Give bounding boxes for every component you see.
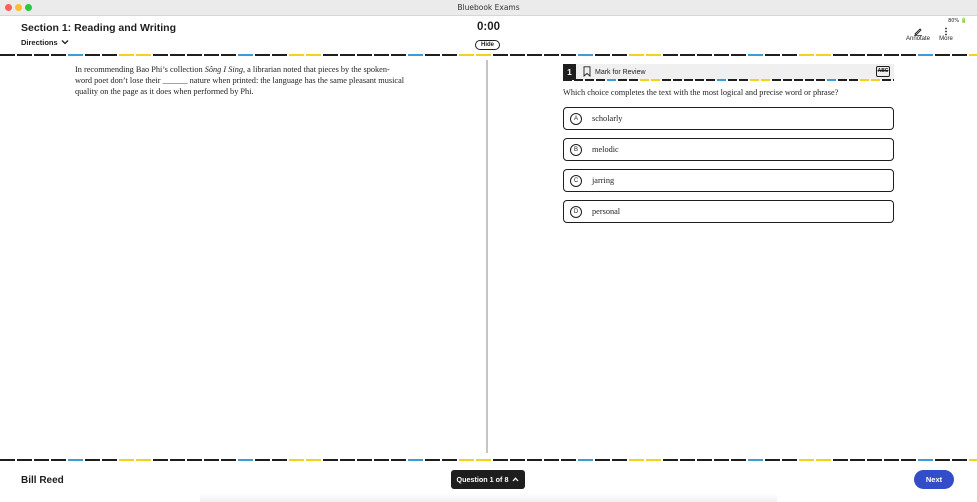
window-titlebar [0, 0, 977, 16]
dock-shadow [200, 493, 777, 502]
mark-for-review-label: Mark for Review [595, 68, 646, 76]
annotate-label: Annotate [905, 36, 931, 42]
choice-text: personal [592, 207, 621, 216]
window-title: Bluebook Exams [457, 3, 520, 12]
passage-book-title: Sông I Sing [204, 65, 243, 74]
question-number: 1 [563, 64, 576, 80]
question-navigator-button[interactable] [451, 470, 525, 489]
choice-text: scholarly [592, 114, 623, 123]
question-navigator-label: Question 1 of 8 [456, 475, 509, 484]
vertical-dots-icon [937, 27, 955, 36]
question-header-bar [563, 64, 894, 80]
choice-b[interactable] [563, 138, 894, 161]
header-dashed-separator [0, 54, 977, 56]
directions-button[interactable] [21, 38, 69, 47]
chevron-down-icon [61, 38, 69, 47]
passage-part2: , a librarian noted that pieces by the spoken-word poet don’t lose their ______ nature when printed: the language has the same pleasant musical quality on the page as it does when performed by Phi. [75, 65, 405, 96]
pane-divider[interactable] [486, 60, 488, 453]
choice-d[interactable] [563, 200, 894, 223]
annotate-button[interactable] [904, 27, 932, 42]
choice-letter: C [570, 175, 582, 187]
pencil-icon [904, 27, 932, 36]
directions-label: Directions [21, 38, 58, 47]
section-title: Section 1: Reading and Writing [21, 22, 176, 34]
mark-for-review-button[interactable] [583, 66, 646, 78]
choice-letter: D [570, 206, 582, 218]
battery-indicator: 80% 🔋 [948, 18, 967, 24]
passage-text [75, 64, 405, 97]
student-name: Bill Reed [21, 475, 64, 486]
exam-header [0, 16, 977, 54]
choice-c[interactable] [563, 169, 894, 192]
next-button[interactable]: Next [914, 470, 954, 489]
question-dashed-separator [563, 79, 894, 81]
choice-a[interactable] [563, 107, 894, 130]
choice-letter: B [570, 144, 582, 156]
footer-dashed-separator [0, 459, 977, 461]
answer-eliminator-button[interactable]: ABC [876, 66, 890, 77]
more-label: More [939, 36, 953, 42]
more-button[interactable] [937, 27, 955, 42]
chevron-up-icon [512, 475, 519, 484]
question-prompt: Which choice completes the text with the most logical and precise word or phrase? [563, 88, 839, 97]
choice-text: melodic [592, 145, 619, 154]
choice-text: jarring [592, 176, 615, 185]
choice-letter: A [570, 113, 582, 125]
timer: 0:00 [476, 21, 501, 33]
bookmark-icon [583, 66, 591, 79]
hide-timer-button[interactable]: Hide [475, 40, 500, 50]
passage-part1: In recommending Bao Phi’s collection [75, 65, 205, 74]
